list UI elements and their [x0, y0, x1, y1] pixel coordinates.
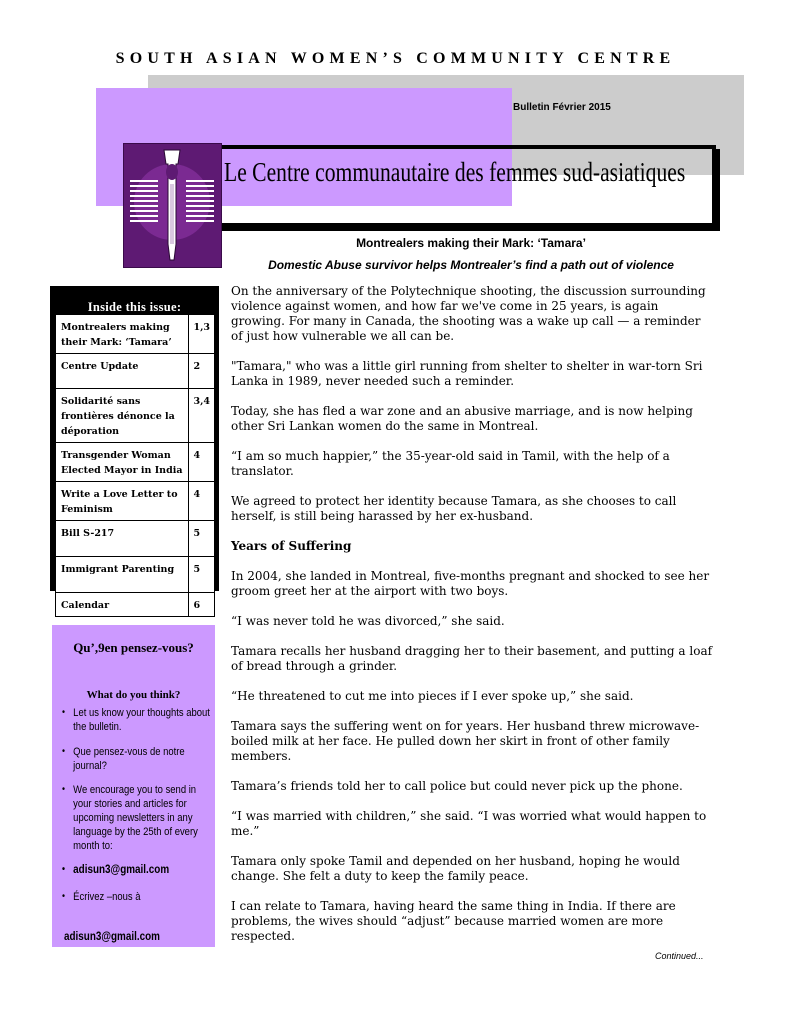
toc-row: [56, 557, 215, 593]
article-headline: Montrealers making their Mark: ‘Tamara’: [356, 236, 586, 250]
toc-item-page: 2: [189, 354, 215, 389]
toc-item-page: 5: [189, 521, 215, 557]
centre-logo: [123, 143, 222, 268]
toc-item-label: Immigrant Parenting: [56, 557, 189, 593]
bulletin-date: Bulletin Février 2015: [513, 102, 611, 113]
sidebar-question: What do you think?: [86, 689, 181, 701]
article-paragraph: We agreed to protect her identity because Tamara, as she chooses to call herself, is still being harassed by her ex-husband.: [231, 494, 677, 523]
sidebar-list-item: • We encourage you to send in your stories and articles for upcoming newsletters in any language by the 25th of every month to:: [62, 783, 215, 853]
newsletter-title: Le Centre communautaire des femmes sud-asiatiques: [224, 157, 686, 187]
sidebar-list-item: • Let us know your thoughts about the bulletin.: [62, 706, 215, 734]
article-subhead: Domestic Abuse survivor helps Montrealer’s find a path out of violence: [268, 258, 674, 272]
article-paragraph: "Tamara," who was a little girl running from shelter to shelter in war-torn Sri Lanka in 1989, never needed such a reminder.: [231, 359, 703, 388]
article-paragraph: “I was never told he was divorced,” she said.: [231, 614, 505, 628]
article-paragraph: In 2004, she landed in Montreal, five-months pregnant and shocked to see her groom greet her at the airport with two boys.: [231, 569, 710, 598]
toc-item-page: 3,4: [189, 389, 215, 443]
article-paragraph: Today, she has fled a war zone and an abusive marriage, and is now helping other Sri Lankan women do the same in Montreal.: [231, 404, 693, 433]
article-paragraph: I can relate to Tamara, having heard the same thing in India. If there are problems, the wives should “adjust” because married women are more respected.: [231, 899, 676, 943]
toc-row: [56, 315, 215, 354]
toc-row: [56, 482, 215, 521]
toc-item-label: Transgender Woman Elected Mayor in India: [56, 443, 189, 482]
article-paragraph: Tamara says the suffering went on for years. Her husband threw microwave-boiled milk at her face. He pulled down her skirt in front of other family members.: [231, 719, 700, 763]
sidebar-email-link[interactable]: adisun3@gmail.com: [64, 931, 160, 943]
sidebar-list: [62, 706, 212, 904]
toc-item-page: 6: [189, 593, 215, 617]
article-paragraph: Tamara’s friends told her to call police but could never pick up the phone.: [231, 779, 683, 793]
toc-item-label: Write a Love Letter to Feminism: [56, 482, 189, 521]
article-paragraph: Tamara only spoke Tamil and depended on her husband, hoping he would change. She felt a duty to keep the family peace.: [231, 854, 680, 883]
toc-item-page: 4: [189, 443, 215, 482]
sidebar-list-item: • Écrivez –nous à: [62, 890, 215, 904]
article-paragraph: Tamara recalls her husband dragging her to their basement, and putting a loaf of bread through a grinder.: [231, 644, 713, 673]
toc-item-label: Calendar: [56, 593, 189, 617]
toc-row: [56, 443, 215, 482]
section-heading: Years of Suffering: [231, 539, 352, 553]
toc-item-label: Bill S-217: [56, 521, 189, 557]
article-body: [231, 284, 713, 959]
toc-item-page: 1,3: [189, 315, 215, 354]
sidebar-title: Qu’,9en pensez-vous?: [73, 640, 194, 655]
toc-title: Inside this issue:: [87, 300, 182, 314]
sidebar-email-item[interactable]: • adisun3@gmail.com: [62, 863, 215, 877]
toc-table: [55, 314, 215, 617]
toc-item-page: 4: [189, 482, 215, 521]
toc-item-page: 5: [189, 557, 215, 593]
continued-note: Continued...: [655, 951, 704, 961]
toc-row: [56, 593, 215, 617]
toc-item-label: Centre Update: [56, 354, 189, 389]
toc-row: [56, 389, 215, 443]
sidebar-list-item: • Que pensez-vous de notre journal?: [62, 745, 215, 773]
article-paragraph: “He threatened to cut me into pieces if I ever spoke up,” she said.: [231, 689, 634, 703]
article-paragraph: On the anniversary of the Polytechnique shooting, the discussion surrounding violence against women, and how far we've come in 25 years, is again growing. For many in Canada, the shooting was a wake up call — a reminder of just how vulnerable we all can be.: [231, 284, 706, 343]
toc-row: [56, 521, 215, 557]
toc-item-label: Montrealers making their Mark: ‘Tamara’: [56, 315, 189, 354]
toc-item-label: Solidarité sans frontières dénonce la déporation: [56, 389, 189, 443]
toc-row: [56, 354, 215, 389]
article-paragraph: “I am so much happier,” the 35-year-old said in Tamil, with the help of a translator.: [231, 449, 670, 478]
logo-graphic: [124, 144, 221, 267]
organization-name: SOUTH ASIAN WOMEN’S COMMUNITY CENTRE: [115, 50, 676, 67]
article-paragraph: “I was married with children,” she said. “I was worried what would happen to me.”: [231, 809, 707, 838]
